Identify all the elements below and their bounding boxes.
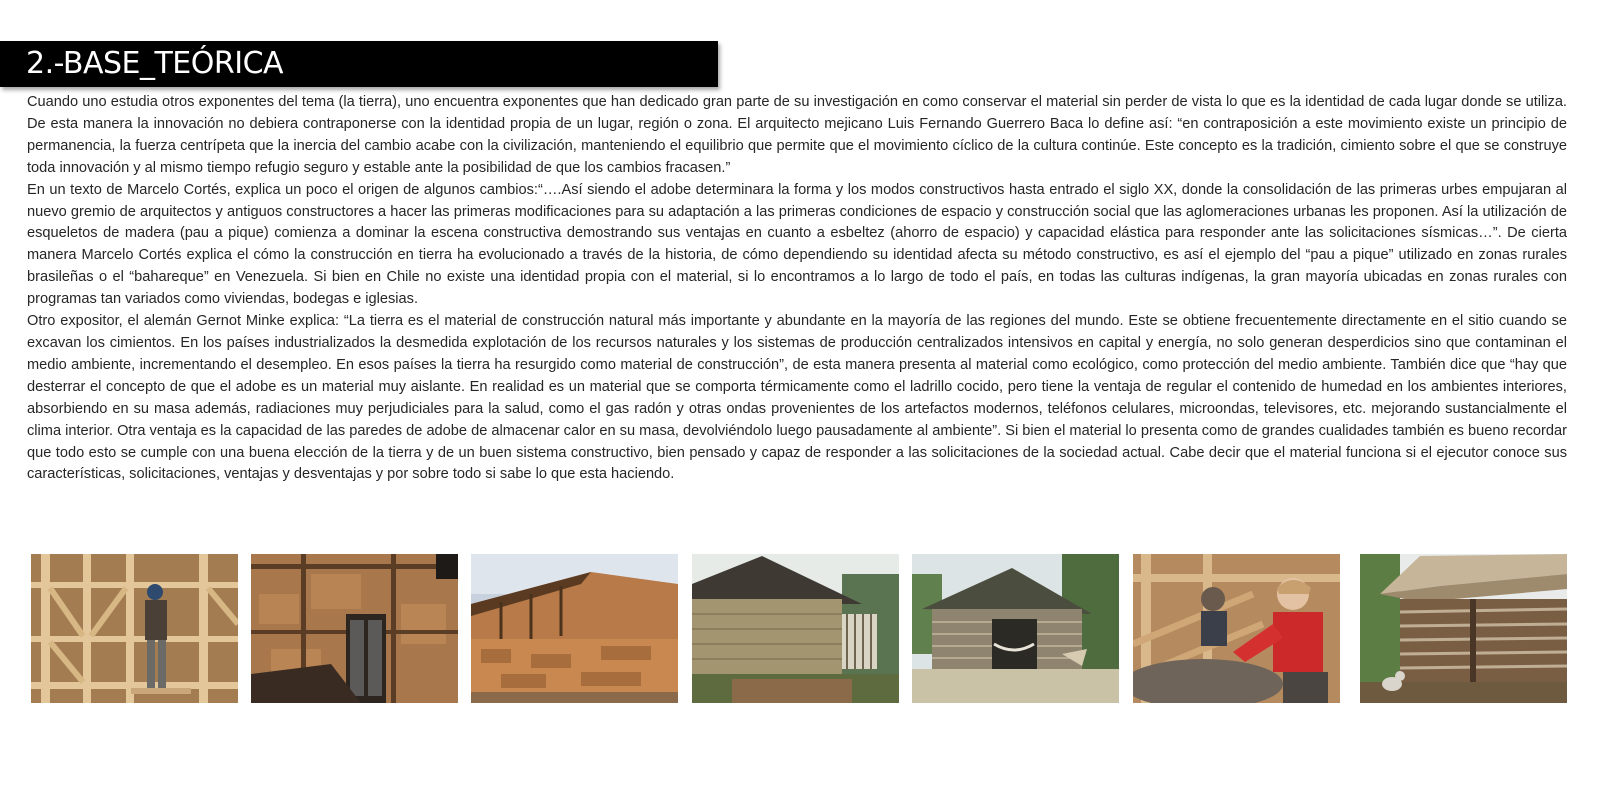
photo-adobe-shed-gable	[692, 554, 899, 703]
paragraph-guerrero: Cuando uno estudia otros exponentes del tema (la tierra), uno encuentra exponentes que han dedicado gran parte de su investigación en como conservar el material sin perder de vista lo que es la identidad de cada lugar donde se utiliza. De esta manera la innovación no debiera contraponerse con la identidad propia de un lugar, región o zona. El arquitecto mejicano Luis Fernando Guerrero Baca lo define así: “en contraposición a este movimiento existe un principio de permanencia, la fuerza centrípeta que la inercia del cambio acabe con la civilización, manteniendo el equilibrio que permite que el movimiento cíclico de la cultura continúe. Este concepto es la tradición, cimiento sobre el que se construye toda innovación y al mismo tiempo refugio seguro y estable ante la posibilidad de que los cambios fracasen.”	[27, 94, 1567, 176]
body-text	[27, 92, 1567, 486]
paragraph-cortes: En un texto de Marcelo Cortés, explica un poco el origen de algunos cambios:“….Así siendo el adobe determinara la forma y los modos constructivos hasta entrado el siglo XX, donde la consolidación de las primeras urbes empujaran al nuevo gremio de arquitectos y antiguos constructores a hacer las primeras modificaciones para su adaptación a las primeras condiciones de espacio y construcción social que las aglomeraciones urbanas les proponen. Así la utilización de esqueletos de madera (pau a pique) comienza a dominar la escena constructiva demostrando sus ventajas en cuanto a esbeltez (ahorro de espacio) y capacidad elástica para responder ante las solicitaciones sísmicas…”. De cierta manera Marcelo Cortés explica el cómo la construcción en tierra ha evolucionado a través de la historia, de cómo dependiendo su identidad afecta su método constructivo, es así el ejemplo del “pau a pique” utilizado en zonas rurales brasileñas o el “bahareque” en Venezuela. Si bien en Chile no existe una identidad propia con el material, si lo encontramos a lo largo de todo el país, en todas las culturas indígenas, la gran mayoría ubicadas en zonas rurales con programas tan variados como viviendas, bodegas e iglesias.	[27, 181, 1567, 308]
photo-thatched-log-hut	[1360, 554, 1567, 703]
photo-rural-timber-barn	[912, 554, 1119, 703]
photo-strip	[0, 554, 1600, 704]
title-bar	[0, 41, 718, 87]
photo-timber-frame-worker	[31, 554, 238, 703]
paragraph-minke: Otro expositor, el alemán Gernot Minke explica: “La tierra es el material de construcción natural más importante y abundante en la mayoría de las regiones del mundo. Este se obtiene frecuentemente directamente en el sitio cuando se excavan los cimientos. En los países industrializados la desmedida explotación de los recursos naturales y los sistemas de producción centralizados intensivos en capital y energía, no solo generan desperdicios sino que contaminan el medio ambiente, incrementando el desempleo. En esos países la tierra ha resurgido como material de construcción”, de esta manera presenta al material como ecológico, como protección del medio ambiente. También dice que “hay que desterrar el concepto de que el adobe es un material muy aislante. En realidad es un material que se comporta térmicamente como el ladrillo cocido, pero tiene la ventaja de regular el contenido de humedad en los ambientes interiores, absorbiendo en su masa además, radiaciones muy perjudiciales para la salud, como el gas radón y otras ondas provenientes de los artefactos modernos, teléfonos celulares, microondas, televisores, etc. mejorando sustancialmente el clima interior. Otra ventaja es la capacidad de las paredes de adobe de almacenar calor en su masa, devolviéndolo luego pausadamente al ambiente”. Si bien el material lo presenta como de grandes cualidades también es bueno recordar que todo esto se cumple con una buena elección de la tierra y de un buen sistema constructivo, bien pensado y capaz de responder a las solicitaciones de la sociedad actual. Cabe decir que el material funciona si el ejecutor conoce sus características, solicitaciones, ventajas y desventajas y por sobre todo si sabe lo que esta haciendo.	[27, 313, 1567, 483]
page-title: 2.-BASE_TEÓRICA	[26, 46, 284, 81]
photo-wattle-daub-wall-window	[251, 554, 458, 703]
photo-ruined-adobe-house	[471, 554, 678, 703]
photo-woman-building-quincha	[1133, 554, 1340, 703]
